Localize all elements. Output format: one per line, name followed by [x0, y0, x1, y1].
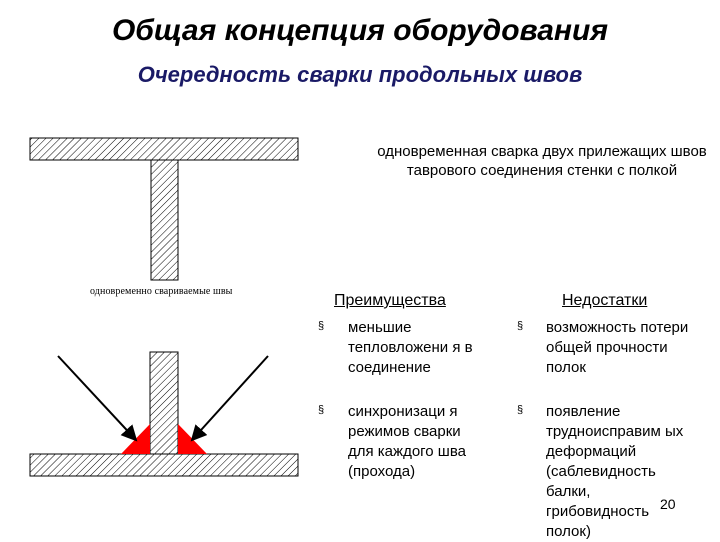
- bottom-diagram-caption: одновременно свариваемые швы: [90, 286, 233, 297]
- top-diagram-description: одновременная сварка двух прилежащих швов таврового соединения стенки с полкой: [377, 143, 707, 179]
- top-flange: [30, 138, 298, 160]
- bullet-icon: §: [318, 404, 325, 416]
- bullet-icon: §: [517, 320, 524, 332]
- disadvantage-item: возможность потери общей прочности полок: [546, 319, 689, 376]
- advantage-item: синхронизаци я режимов сварки для каждого шва (прохода): [348, 403, 466, 480]
- bullet-icon: §: [517, 404, 524, 416]
- bullet-icon: §: [318, 320, 325, 332]
- page-title: Общая концепция оборудования: [111, 14, 609, 47]
- disadvantages-header: Недостатки: [562, 292, 648, 309]
- disadvantage-item: появление трудноисправим ых деформаций (саблевидность балки, грибовидность полок): [546, 403, 684, 540]
- bottom-flange: [30, 454, 298, 476]
- top-web: [151, 160, 178, 280]
- bottom-t-section: [30, 352, 298, 476]
- bottom-web: [150, 352, 178, 454]
- advantage-item: меньшие тепловложени я в соединение: [348, 319, 473, 376]
- advantages-header: Преимущества: [334, 292, 446, 309]
- top-t-section: [30, 138, 298, 280]
- page-subtitle: Очередность сварки продольных швов: [137, 62, 583, 87]
- weld-arrow-left: [58, 356, 136, 440]
- weld-arrow-right: [192, 356, 268, 440]
- page-number: 20: [660, 496, 676, 512]
